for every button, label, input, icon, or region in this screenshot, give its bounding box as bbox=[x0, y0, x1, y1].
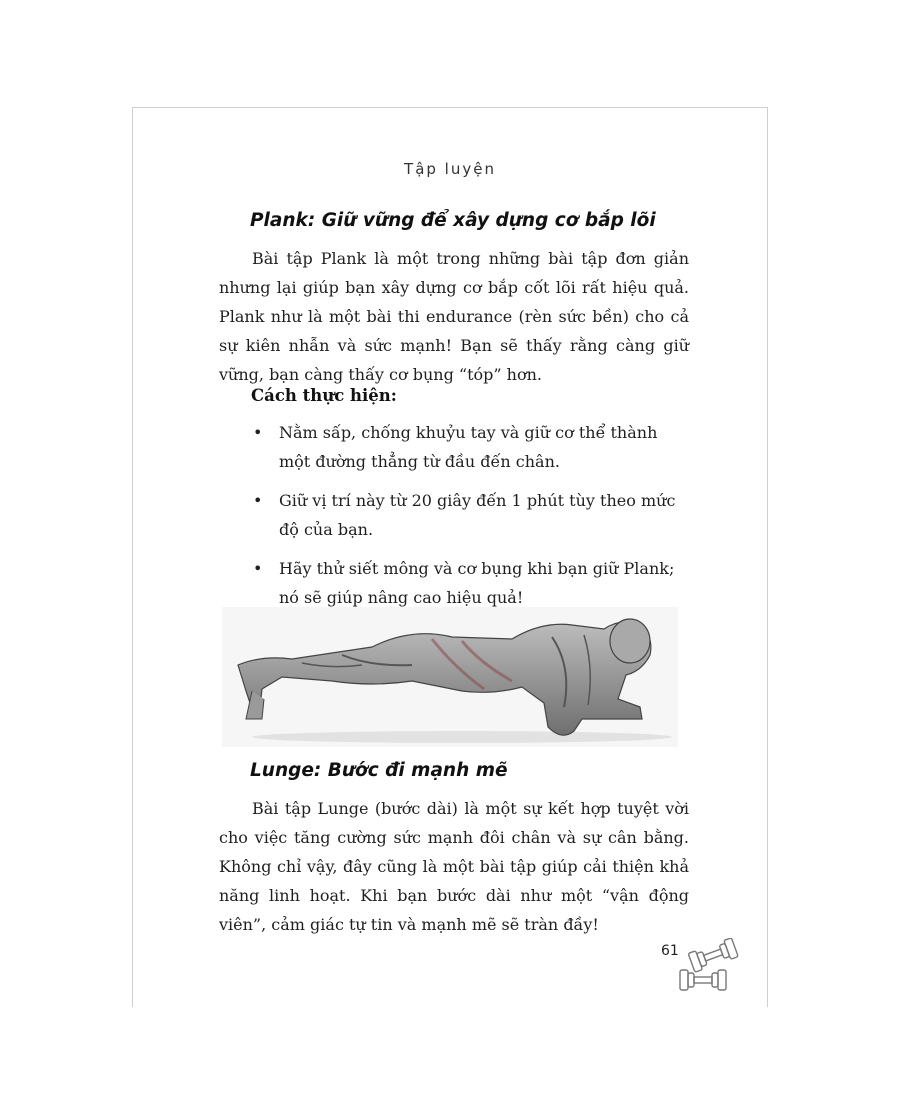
plank-figure-icon bbox=[222, 607, 678, 747]
step-text: Nằm sấp, chống khuỷu tay và giữ cơ thể thành một đường thẳng từ đầu đến chân. bbox=[279, 423, 658, 471]
running-title: Tập luyện bbox=[404, 160, 496, 178]
bullet: • bbox=[253, 491, 263, 510]
plank-intro-paragraph: Bài tập Plank là một trong những bài tập đơn giản nhưng lại giúp bạn xây dựng cơ bắp cốt lõi rất hiệu quả. Plank như là một bài thi endurance (rèn sức bền) cho cả sự kiên nhẫn và sức mạnh! Bạn sẽ thấy rằng càng giữ vững, bạn càng thấy cơ bụng “tóp” hơn. bbox=[219, 249, 689, 384]
bullet: • bbox=[253, 559, 263, 578]
plank-section-title: Plank: Giữ vững để xây dựng cơ bắp lõi bbox=[250, 210, 656, 231]
plank-illustration bbox=[222, 607, 678, 747]
list-item bbox=[253, 554, 693, 612]
lunge-section-title: Lunge: Bước đi mạnh mẽ bbox=[250, 760, 508, 781]
plank-steps-list bbox=[253, 418, 693, 622]
list-item bbox=[253, 418, 693, 476]
lunge-intro-paragraph: Bài tập Lunge (bước dài) là một sự kết hợp tuyệt vời cho việc tăng cường sức mạnh đôi chân và sự cân bằng. Không chỉ vậy, đây cũng là một bài tập giúp cải thiện khả năng linh hoạt. Khi bạn bước dài như một “vận động viên”, cảm giác tự tin và mạnh mẽ sẽ tràn đầy! bbox=[219, 799, 689, 934]
list-item bbox=[253, 486, 693, 544]
bullet: • bbox=[253, 423, 263, 442]
page-number: 61 bbox=[661, 943, 679, 959]
how-to-label: Cách thực hiện: bbox=[251, 386, 397, 405]
step-text: Hãy thử siết mông và cơ bụng khi bạn giữ Plank; nó sẽ giúp nâng cao hiệu quả! bbox=[279, 559, 675, 607]
dumbbell-icon bbox=[676, 938, 742, 994]
step-text: Giữ vị trí này từ 20 giây đến 1 phút tùy theo mức độ của bạn. bbox=[279, 491, 676, 539]
